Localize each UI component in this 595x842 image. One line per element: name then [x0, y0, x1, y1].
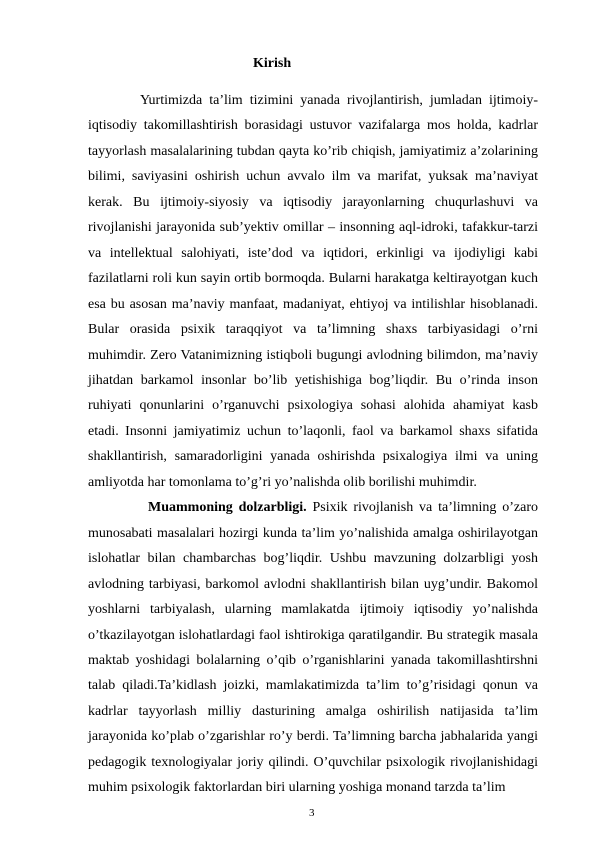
paragraph-lead-heading: Muammoning dolzarbligi.	[148, 500, 307, 516]
paragraph-relevance	[88, 495, 538, 800]
page-number: 3	[309, 807, 315, 819]
page-title: Kirish	[253, 56, 292, 71]
document-body	[88, 88, 538, 801]
paragraph-relevance-text: Psixik rivojlanish va ta’limning o’zaro munosabati masalalari hozirgi kunda ta’lim yo’nalishida amalga oshirilayotgan islohatlar bilan chambarchas bog’liqdir. Ushbu mavzuning dolzarbligi yosh avlodning tarbiyasi, barkomol avlodni shakllantirish bilan uyg’undir. Bakomol yoshlarni tarbiyalash, ularning mamlakatda ijtimoiy iqtisodiy yo’nalishda o’tkazilayotgan islohatlardagi faol ishtirokiga qaratilgandir. Bu strategik masala maktab yoshidagi bolalarning o’qib o’rganishlarini yanada takomillashtirshni talab qiladi.Ta’kidlash joizki, mamlakatimizda ta’lim to’g’risidagi qonun va kadrlar tayyorlash milliy dasturining amalga oshirilish natijasida ta’lim jarayonida ko’plab o’zgarishlar ro’y berdi. Ta’limning barcha jabhalarida yangi pedagogik texnologiyalar joriy qilindi. O’quvchilar psixologik rivojlanishidagi muhim psixologik faktorlardan biri ularning yoshiga monand tarzda ta’lim	[88, 500, 538, 796]
paragraph-introduction: Yurtimizda ta’lim tizimini yanada rivojlantirish, jumladan ijtimoiy-iqtisodiy takomillashtirish borasidagi ustuvor vazifalarga mos holda, kadrlar tayyorlash masalalarining tubdan qayta ko’rib chiqish, jamiyatimiz a’zolarining bilimi, saviyasini oshirish uchun avvalo ilm va marifat, yuksak ma’naviyat kerak. Bu ijtimoiy-siyosiy va iqtisodiy jarayonlarning chuqurlashuvi va rivojlanishi jarayonida sub’yektiv omillar – insonning aql-idroki, tafakkur-tarzi va intellektual salohiyati, iste’dod va iqtidori, erkinligi va ijodiyligi kabi fazilatlarni roli kun sayin ortib bormoqda. Bularni harakatga keltirayotgan kuch esa bu asosan ma’naviy manfaat, madaniyat, ehtiyoj va intilishlar hisoblanadi. Bular orasida psixik taraqqiyot va ta’limning shaxs tarbiyasidagi o’rni muhimdir. Zero Vatanimizning istiqboli bugungi avlodning bilimdon, ma’naviy jihatdan barkamol insonlar bo’lib yetishishiga bog’liqdir. Bu o’rinda inson ruhiyati qonunlarini o’rganuvchi psixologiya sohasi alohida ahamiyat kasb etadi. Insonni jamiyatimiz uchun to’laqonli, faol va barkamol shaxs sifatida shakllantirish, samaradorligini yanada oshirishda psixalogiya ilmi va uning amliyotda har tomonlama to’g’ri yo’nalishda olib borilishi muhimdir.	[88, 93, 538, 490]
